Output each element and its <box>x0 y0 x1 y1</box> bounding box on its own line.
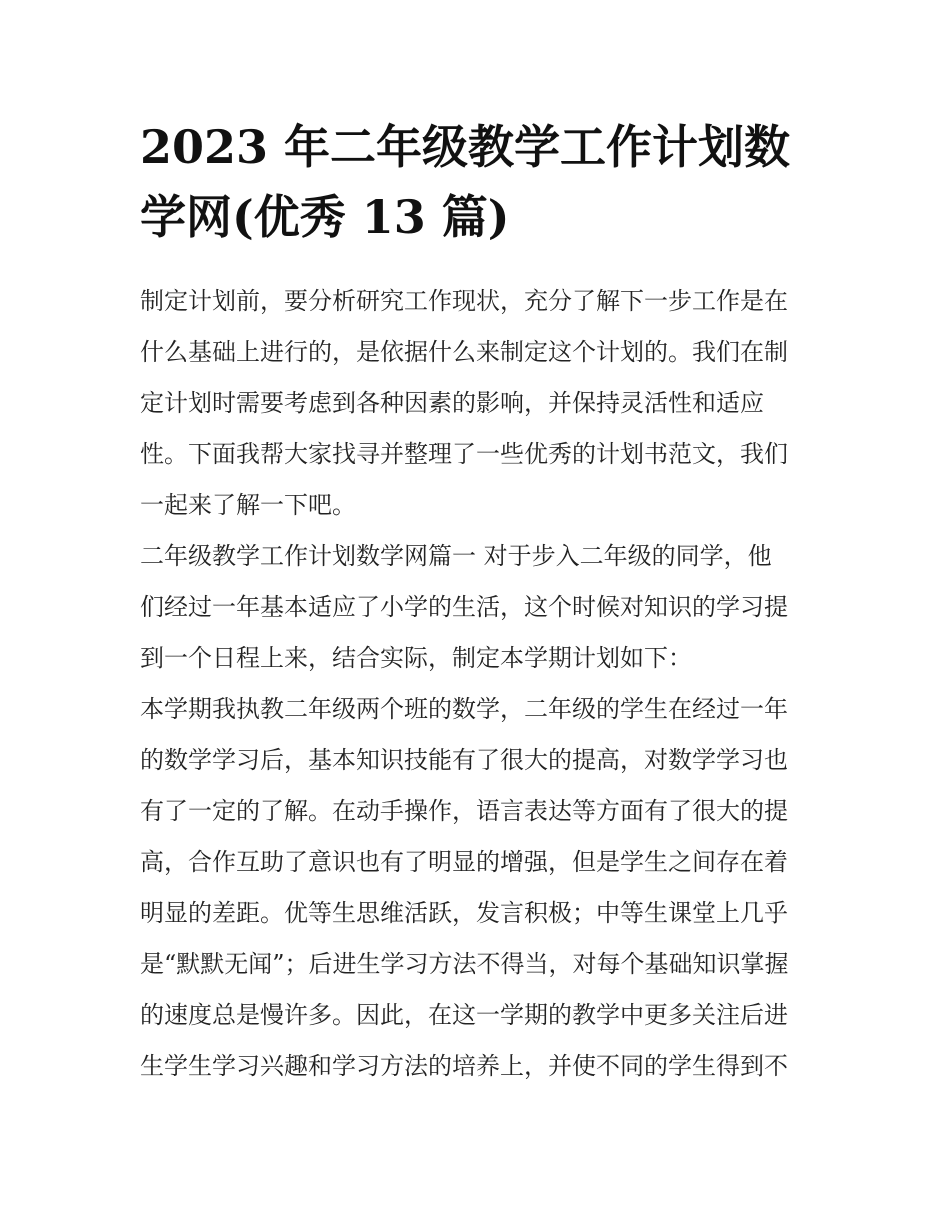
body-line: 的速度总是慢许多。因此，在这一学期的教学中更多关注后进 <box>140 1001 788 1029</box>
body-line: 们经过一年基本适应了小学的生活，这个时候对知识的学习提 <box>140 593 788 621</box>
body-line: 性。下面我帮大家找寻并整理了一些优秀的计划书范文，我们 <box>140 440 788 468</box>
body-line: 到一个日程上来，结合实际，制定本学期计划如下： <box>140 644 692 672</box>
body-line: 什么基础上进行的，是依据什么来制定这个计划的。我们在制 <box>140 338 788 366</box>
body-line: 制定计划前，要分析研究工作现状，充分了解下一步工作是在 <box>140 287 788 315</box>
document-body <box>140 276 820 1092</box>
title-line: 2023 年二年级教学工作计划数 <box>140 120 791 174</box>
document-title <box>140 112 820 252</box>
body-line: 生学生学习兴趣和学习方法的培养上，并使不同的学生得到不 <box>140 1052 788 1080</box>
body-line: 是“默默无闻”；后进生学习方法不得当，对每个基础知识掌握 <box>140 950 789 978</box>
body-line: 一起来了解一下吧。 <box>140 491 356 519</box>
body-line: 高，合作互助了意识也有了明显的增强，但是学生之间存在着 <box>140 848 788 876</box>
body-line: 定计划时需要考虑到各种因素的影响，并保持灵活性和适应 <box>140 389 764 417</box>
body-line: 明显的差距。优等生思维活跃，发言积极；中等生课堂上几乎 <box>140 899 788 927</box>
body-line: 的数学学习后，基本知识技能有了很大的提高，对数学学习也 <box>140 746 788 774</box>
body-line: 本学期我执教二年级两个班的数学，二年级的学生在经过一年 <box>140 695 788 723</box>
body-line: 二年级教学工作计划数学网篇一 对于步入二年级的同学，他 <box>140 542 772 570</box>
title-line: 学网(优秀 13 篇) <box>140 190 510 244</box>
body-line: 有了一定的了解。在动手操作，语言表达等方面有了很大的提 <box>140 797 788 825</box>
